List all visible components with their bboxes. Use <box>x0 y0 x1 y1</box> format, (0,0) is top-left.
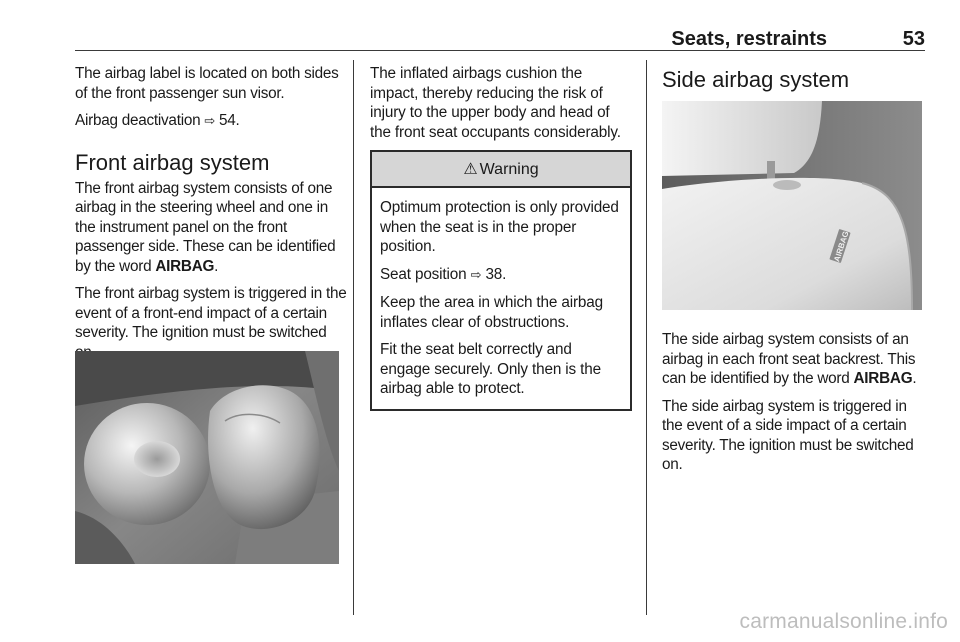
airbag-keyword: AIRBAG <box>155 257 215 275</box>
airbag-keyword: AIRBAG <box>853 370 913 387</box>
paragraph: The inflated airbags cushion the impact, thereby reducing the risk of injury to the upper body and head of the front seat occupants considerably. <box>370 65 621 141</box>
paragraph: The side airbag system consists of an airbag in each front seat backrest. This can be identified by the word AIRBAG. <box>662 331 917 387</box>
section-heading: Front airbag system <box>75 149 270 175</box>
paragraph-text: The front airbag system consists of one airbag in the steering wheel and one in the instrument panel on the front passenger side. These can be identified by the word <box>75 179 336 275</box>
paragraph <box>75 111 347 132</box>
paragraph: The side airbag system is triggered in the event of a side impact of a certain severity. The ignition must be switched on. <box>662 397 914 473</box>
column-left <box>75 64 347 370</box>
warning-box <box>370 150 632 411</box>
column-middle <box>370 64 632 411</box>
section-heading: Side airbag system <box>662 67 850 92</box>
paragraph: Fit the seat belt correctly and engage securely. Only then is the airbag able to protect. <box>380 341 601 397</box>
cross-reference-arrow-icon: ⇨ <box>470 267 482 283</box>
page-header <box>75 20 925 51</box>
paragraph: Keep the area in which the airbag inflates clear of obstructions. <box>380 294 603 331</box>
paragraph-text: The side airbag system consists of an airbag in each front seat backrest. This can be identified by the word <box>662 331 916 387</box>
warning-icon: ⚠ <box>463 159 478 178</box>
paragraph: The front airbag system is triggered in the event of a front-end impact of a certain severity. The ignition must be switched <box>75 285 347 341</box>
warning-header <box>372 152 630 188</box>
warning-title: Warning <box>479 161 539 178</box>
paragraph <box>380 265 622 286</box>
column-right <box>662 64 930 96</box>
page-number: 53 <box>902 28 925 50</box>
paragraph: The airbag label is located on both sides of the front passenger sun visor. <box>75 65 339 102</box>
front-airbag-illustration <box>75 351 339 564</box>
watermark: carmanualsonline.info <box>739 610 948 633</box>
cross-reference-page[interactable]: 54. <box>219 112 240 129</box>
side-airbag-illustration <box>662 101 922 310</box>
paragraph: The front airbag system consists of one airbag in the steering wheel and one in the instrument panel on the front passenger side. These can be identified by the word AIRBAG. <box>75 179 336 275</box>
paragraph: Optimum protection is only provided when the seat is in the proper position. <box>380 199 619 255</box>
column-divider <box>353 60 354 615</box>
column-divider <box>646 60 647 615</box>
seat-airbag-label: AIRBAG <box>832 230 851 263</box>
cross-reference-arrow-icon: ⇨ <box>204 114 216 129</box>
cross-reference-label: Airbag deactivation <box>75 112 205 129</box>
warning-body <box>372 188 630 409</box>
cross-reference-page[interactable]: 38. <box>485 265 507 283</box>
column-right-text <box>662 330 930 483</box>
header-rule <box>75 50 925 51</box>
cross-reference-label: Seat position <box>380 265 471 283</box>
section-title: Seats, restraints <box>671 28 827 50</box>
